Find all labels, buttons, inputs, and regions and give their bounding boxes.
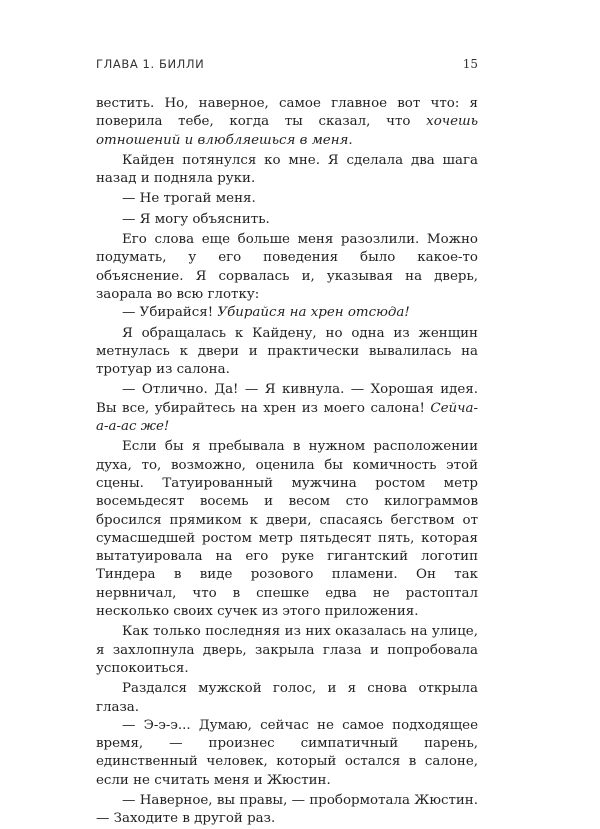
dialogue-line (96, 190, 478, 208)
text-run: — Отлично. Да! — Я кивнула. — Хорошая идея. Вы все, убирайтесь на хрен из моего салона! (96, 382, 478, 416)
text-run: вестить. Но, наверное, самое главное вот что: я поверила тебе, когда ты сказал, что (96, 96, 478, 130)
dialogue-line (96, 792, 478, 829)
italic-text-run: Убирайся на хрен отсюда! (217, 305, 410, 321)
text-run: — Убирайся! (122, 305, 218, 321)
running-header (96, 57, 478, 73)
text-run: Я обращалась к Кайдену, но одна из женщин метнулась к двери и практически вывалилась на тротуар из салона. (96, 325, 478, 378)
text-run: — Наверное, вы правы, — пробормотала Жюстин. — Заходите в другой раз. (96, 792, 478, 827)
text-run: Как только последняя из них оказалась на улице, я захлопнула дверь, закрыла глаза и попробовала успокоиться. (96, 624, 478, 676)
paragraph (96, 152, 478, 189)
text-run: . (348, 132, 353, 148)
page-number: 15 (462, 57, 478, 71)
text-run: Если бы я пребывала в нужном расположении духа, то, возможно, оценила бы комичность этой сцены. Татуированный мужчина ростом метр восемьдесят восемь и весом сто килограммов бросился прямиком к двери, спасаясь бегством от сумасшедшей ростом метр пятьдесят пять, которая вытатуировала на его руке гигантский логотип Тиндера в виде розового пламени. Он так нервничал, что в спешке едва не растоптал несколько своих сучек из этого приложения. (96, 439, 478, 620)
text-run: Кайден потянулся ко мне. Я сделала два шага назад и подняла руки. (96, 152, 478, 187)
dialogue-line (96, 304, 478, 322)
chapter-title: ГЛАВА 1. БИЛЛИ (96, 57, 205, 71)
dialogue-line (96, 381, 478, 436)
paragraph (96, 438, 478, 621)
dialogue-line (96, 717, 478, 790)
italic-text-run: Сейча-а-а-ас же! (96, 400, 478, 435)
dialogue-line (96, 211, 478, 229)
italic-text-run: хочешь отношений и влюбляешься в меня (96, 114, 478, 148)
text-run: — Я могу объяснить. (122, 211, 270, 227)
paragraph (96, 95, 478, 150)
paragraph (96, 231, 478, 304)
text-run: Раздался мужской голос, и я снова открыла глаза. (96, 681, 478, 715)
body-text (96, 95, 478, 829)
text-run: — Не трогай меня. (122, 191, 256, 207)
paragraph (96, 325, 478, 380)
text-run: Его слова еще больше меня разозлили. Можно подумать, у его поведения было какое-то объяснение. Я сорвалась и, указывая на дверь, заорала во всю глотку: (96, 232, 478, 302)
paragraph (96, 680, 478, 717)
paragraph (96, 623, 478, 678)
text-run: — Э-э-э... Думаю, сейчас не самое подходящее время, — произнес симпатичный парень, единственный человек, который остался в салоне, если не считать меня и Жюстин. (96, 717, 478, 788)
